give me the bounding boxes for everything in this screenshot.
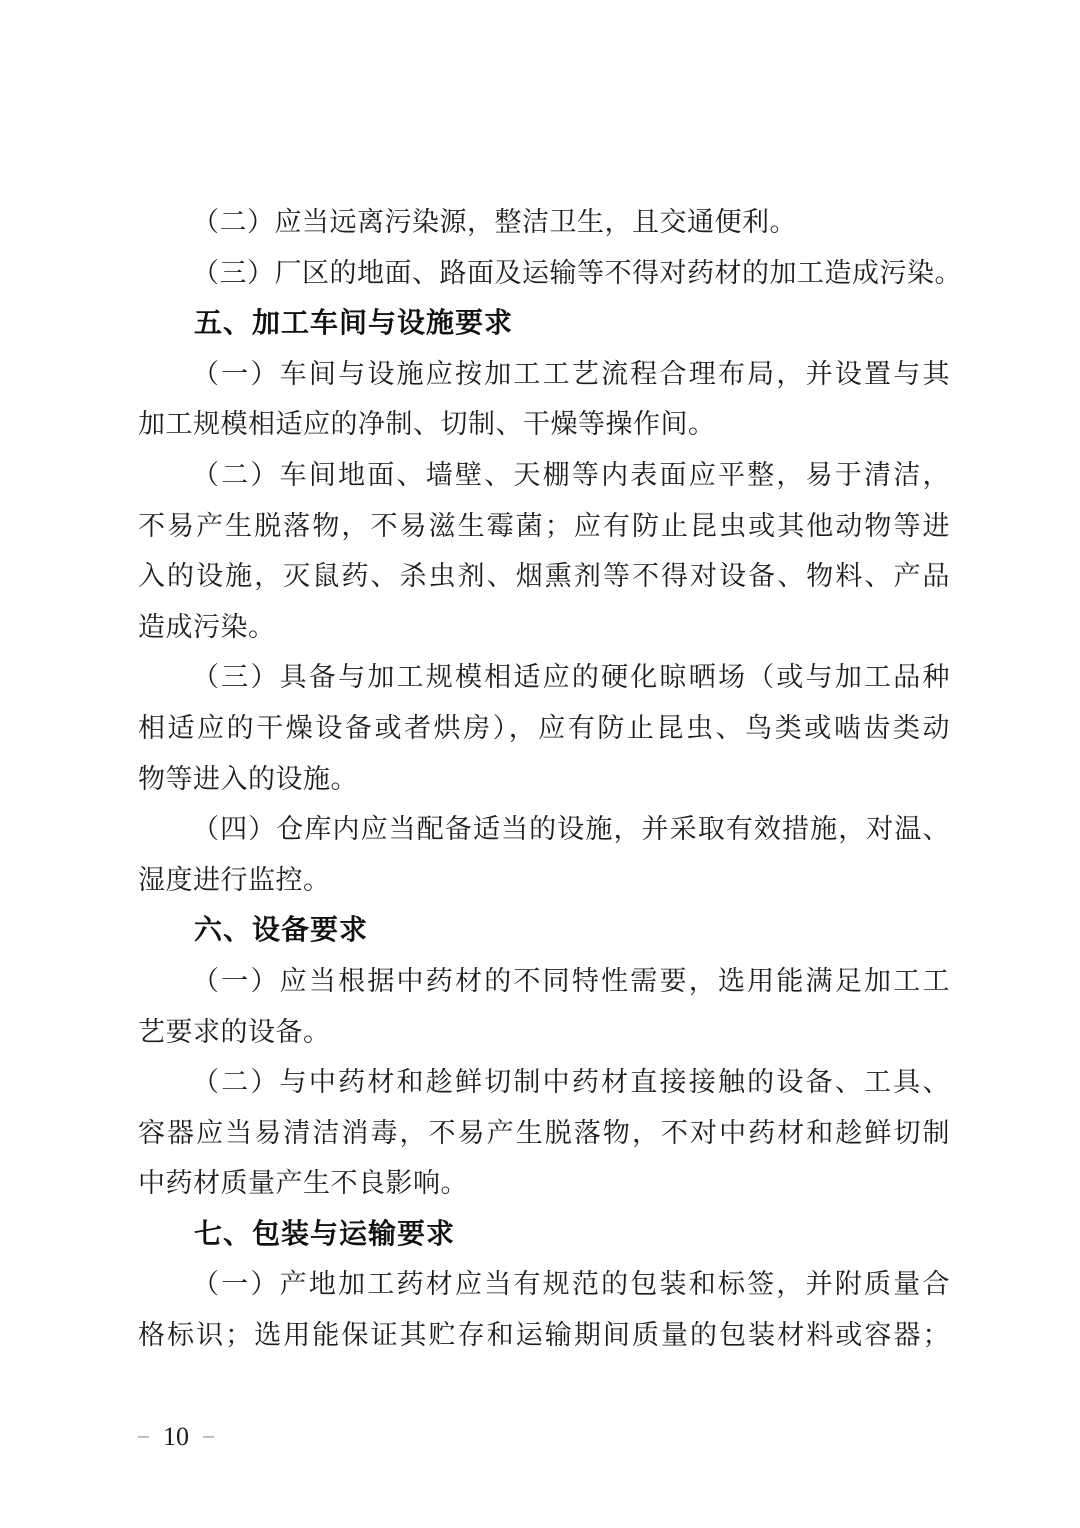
paragraph (138, 804, 950, 905)
heading-line: 五、加工车间与设施要求 (194, 307, 514, 339)
text-line: （二）与中药材和趁鲜切制中药材直接接触的设备、工具、 (192, 1067, 950, 1098)
text-line: 造成污染。 (138, 611, 276, 642)
text-line: 容器应当易清洁消毒，不易产生脱落物，不对中药材和趁鲜切制 (138, 1117, 950, 1148)
paragraph (138, 349, 950, 450)
paragraph (138, 652, 950, 804)
paragraph (138, 450, 950, 652)
text-line: （一）应当根据中药材的不同特性需要，选用能满足加工工 (192, 965, 950, 996)
text-line: （四）仓库内应当配备适当的设施，并采取有效措施，对温、 (192, 814, 950, 845)
text-line: （三）厂区的地面、路面及运输等不得对药材的加工造成污染。 (192, 257, 962, 288)
paragraph (138, 956, 950, 1057)
footer-left-dash: – (138, 1422, 149, 1447)
paragraph (138, 1057, 950, 1209)
text-line: 不易产生脱落物，不易滋生霉菌；应有防止昆虫或其他动物等进 (138, 510, 950, 541)
heading-line: 七、包装与运输要求 (194, 1217, 456, 1249)
paragraph (138, 197, 950, 248)
text-line: （三）具备与加工规模相适应的硬化晾晒场（或与加工品种 (192, 662, 950, 693)
text-line: 入的设施，灭鼠药、杀虫剂、烟熏剂等不得对设备、物料、产品 (138, 561, 950, 592)
text-line: （二）车间地面、墙壁、天棚等内表面应平整，易于清洁， (192, 459, 950, 490)
text-line: 格标识；选用能保证其贮存和运输期间质量的包装材料或容器； (138, 1320, 950, 1351)
text-line: 物等进入的设施。 (138, 763, 358, 794)
paragraph (138, 1259, 950, 1360)
section-heading (138, 1209, 950, 1260)
section-heading (138, 905, 950, 956)
heading-line: 六、设备要求 (194, 914, 369, 946)
footer-right-dash: – (203, 1422, 214, 1447)
section-heading (138, 298, 950, 349)
text-line: 加工规模相适应的净制、切制、干燥等操作间。 (138, 409, 716, 440)
document-body (138, 197, 962, 1361)
page-number: 10 (163, 1422, 189, 1451)
text-line: 艺要求的设备。 (138, 1016, 331, 1047)
text-line: （一）车间与设施应按加工工艺流程合理布局，并设置与其 (192, 358, 950, 389)
paragraph (138, 248, 962, 299)
text-line: 相适应的干燥设备或者烘房），应有防止昆虫、鸟类或啮齿类动 (138, 712, 950, 743)
text-line: 中药材质量产生不良影响。 (138, 1168, 468, 1199)
text-line: （二）应当远离污染源，整洁卫生，且交通便利。 (192, 207, 797, 237)
text-line: 湿度进行监控。 (138, 864, 331, 895)
page-footer (138, 1420, 214, 1454)
text-line: （一）产地加工药材应当有规范的包装和标签，并附质量合 (192, 1269, 950, 1300)
